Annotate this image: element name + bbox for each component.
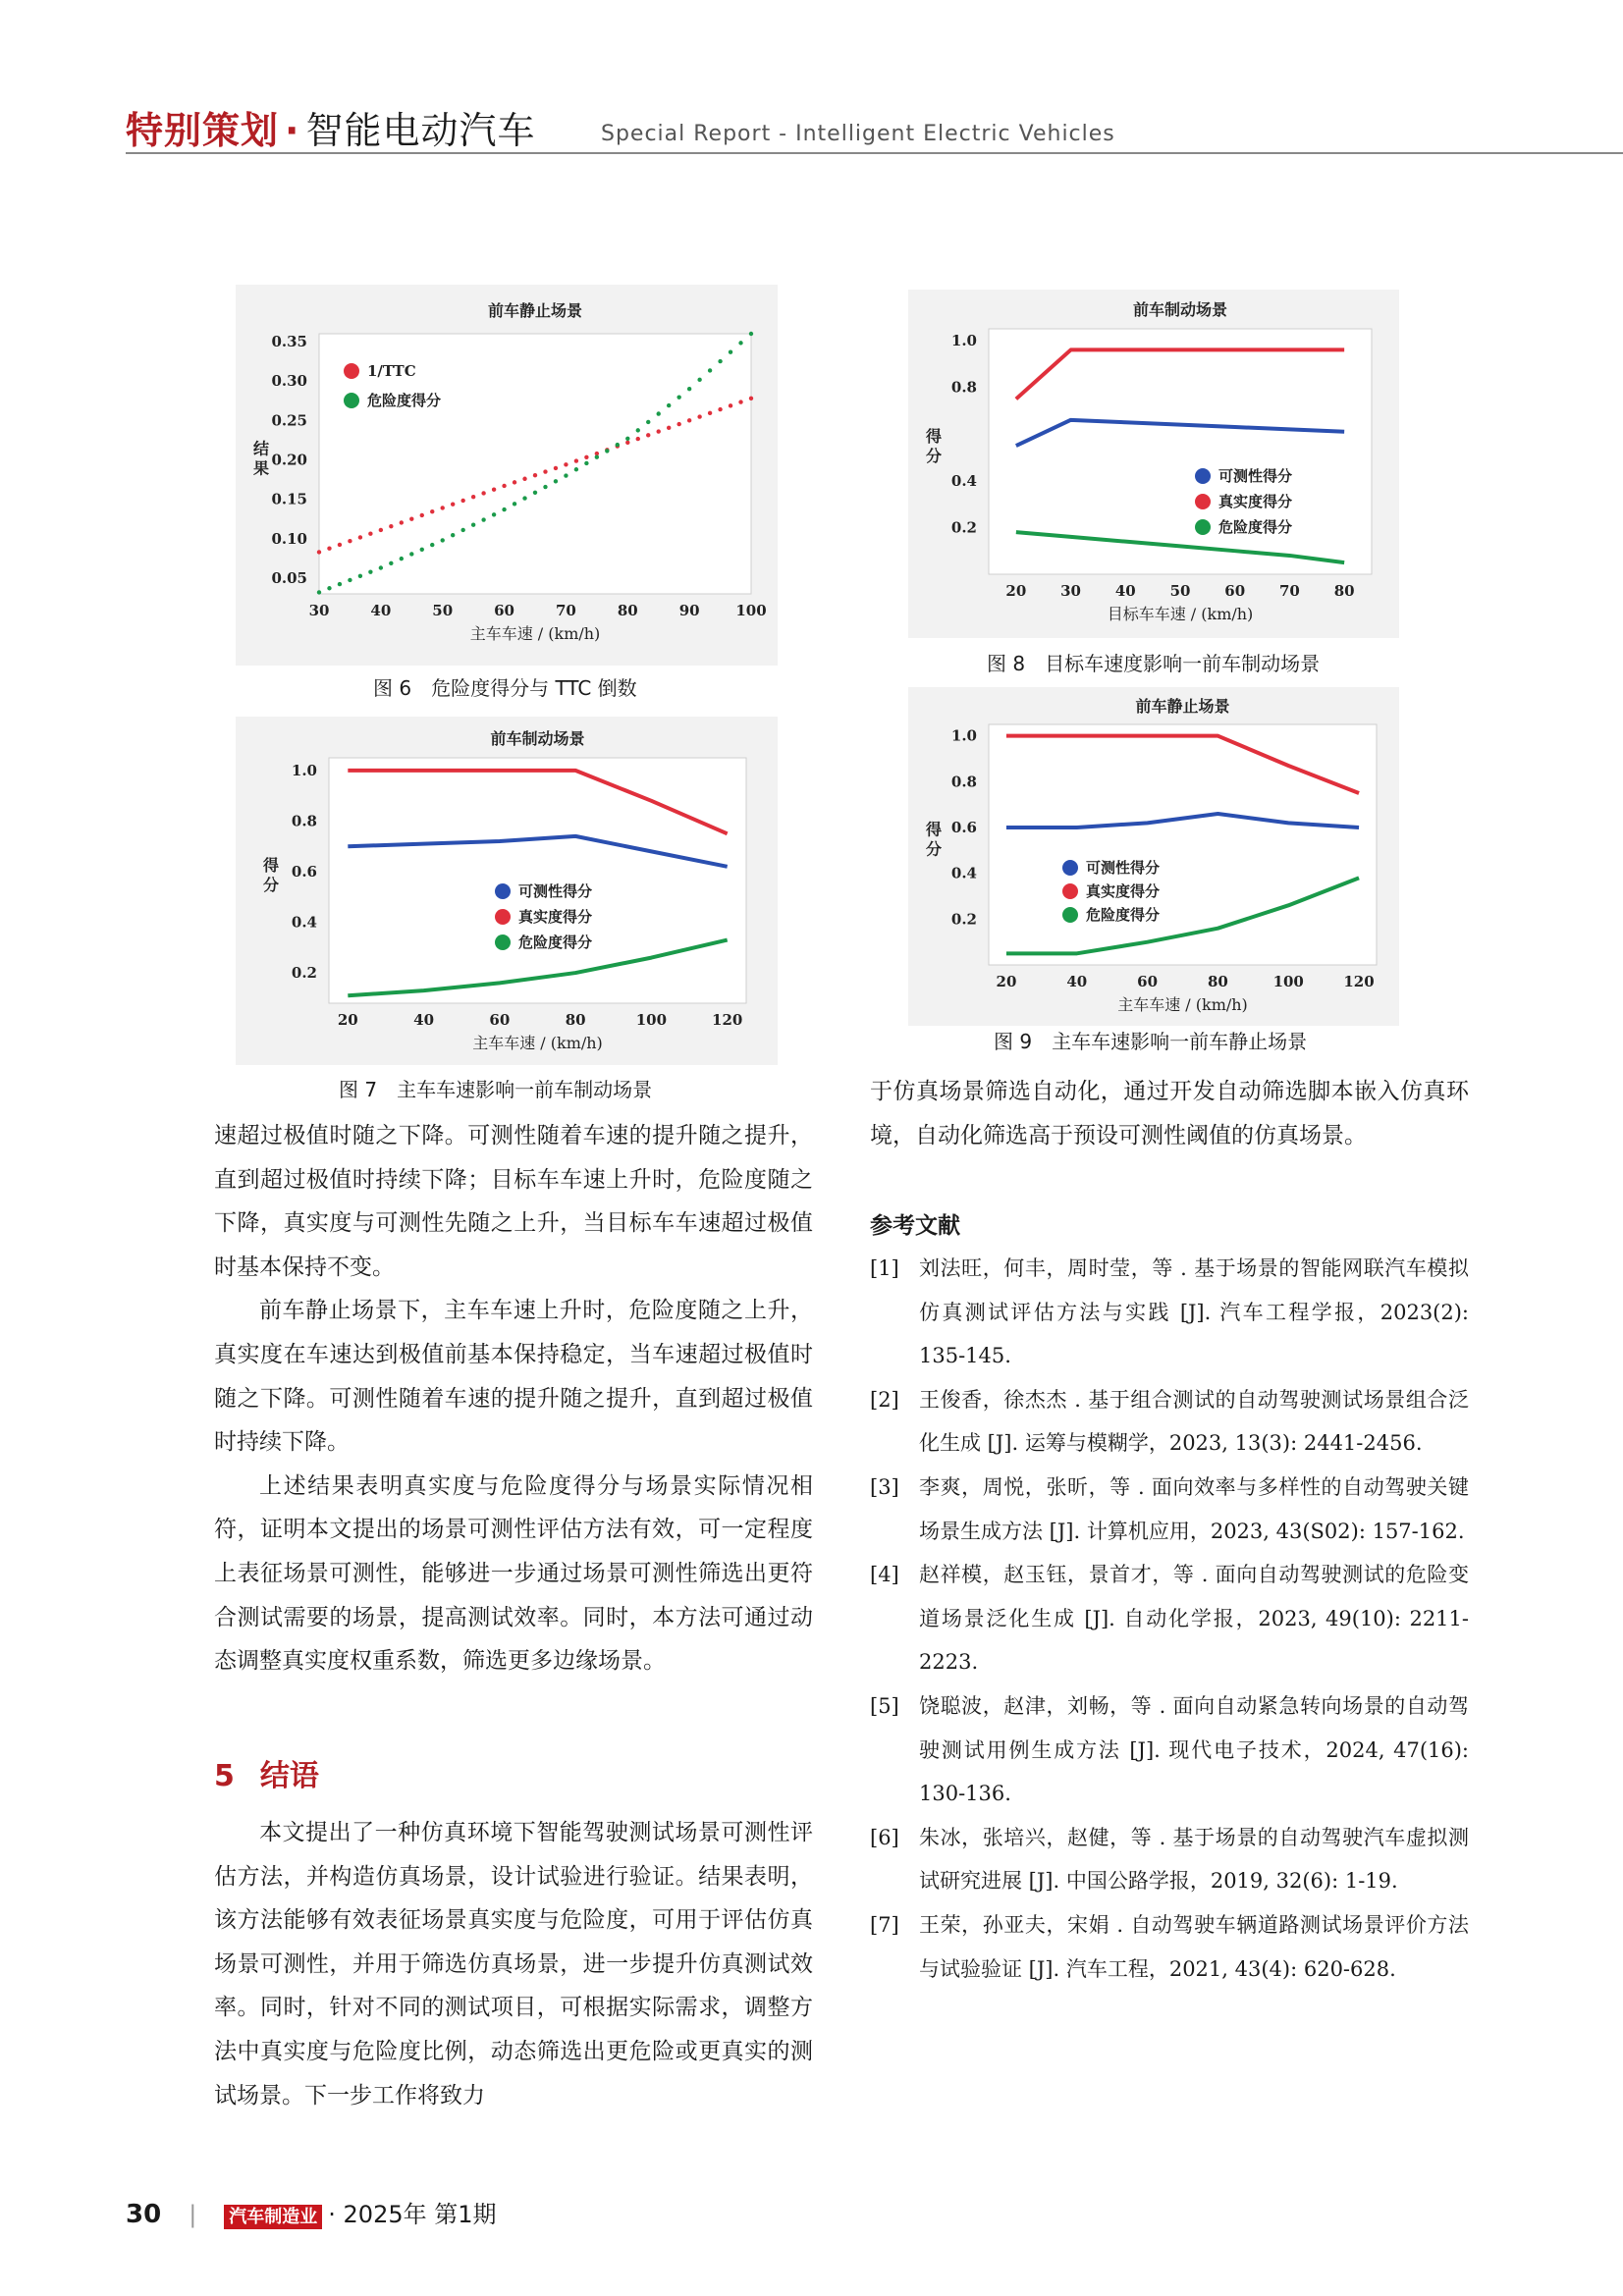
header-english-title: Special Report - Intelligent Electric Vehicles — [601, 122, 1115, 146]
header-title: 特别策划 · 智能电动汽车 — [126, 109, 536, 152]
data-point — [718, 407, 722, 411]
x-tick-label: 20 — [996, 973, 1017, 990]
data-point — [574, 467, 578, 471]
data-point — [584, 461, 588, 465]
data-point — [338, 543, 342, 547]
legend-marker — [495, 934, 511, 950]
x-axis-label: 主车车速 / (km/h) — [1117, 995, 1248, 1014]
reference-item — [870, 1378, 1469, 1466]
data-point — [389, 524, 393, 528]
legend-label: 可测性得分 — [1218, 467, 1293, 485]
left-column-text — [214, 1114, 813, 1683]
data-point — [502, 484, 506, 488]
header-divider — [126, 152, 1623, 154]
x-tick-label: 60 — [494, 602, 515, 619]
data-point — [657, 429, 661, 433]
reference-item — [870, 1247, 1469, 1378]
legend-marker — [1062, 883, 1078, 899]
figure-9-chart — [908, 687, 1399, 1026]
page-number: 30 — [126, 2200, 162, 2229]
legend-marker — [1195, 519, 1211, 535]
data-point — [749, 397, 753, 400]
data-point — [676, 422, 680, 426]
legend-label: 真实度得分 — [1218, 493, 1293, 510]
header-title-main: 特别策划 — [126, 109, 280, 152]
legend-label: 危险度得分 — [1218, 518, 1293, 536]
data-point — [409, 517, 413, 521]
x-tick-label: 50 — [432, 602, 454, 619]
data-point — [513, 480, 516, 484]
x-tick-label: 70 — [1278, 582, 1300, 600]
data-point — [327, 586, 331, 590]
x-tick-label: 80 — [1207, 973, 1228, 990]
legend-label: 1/TTC — [367, 362, 416, 380]
data-point — [492, 488, 496, 492]
legend-marker — [495, 883, 511, 899]
data-point — [379, 528, 383, 532]
paragraph: 前车静止场景下，主车车速上升时，危险度随之上升，真实度在车速达到极值前基本保持稳定，当车速超过极值时随之下降。可测性随着车速的提升随之提升，直到超过极值时持续下降。 — [214, 1298, 813, 1456]
plot-area — [329, 758, 746, 1003]
data-point — [646, 433, 650, 437]
data-point — [358, 574, 362, 578]
x-tick-label: 40 — [370, 602, 392, 619]
legend-label: 可测性得分 — [518, 882, 593, 900]
reference-item — [870, 1903, 1469, 1991]
reference-item — [870, 1553, 1469, 1684]
x-axis-label: 主车车速 / (km/h) — [469, 624, 601, 643]
issue-info: · 2025年 第1期 — [328, 2201, 497, 2228]
data-point — [338, 582, 342, 586]
data-point — [522, 496, 526, 500]
y-tick-label: 0.4 — [950, 864, 977, 882]
references-title: 参考文献 — [870, 1213, 960, 1239]
data-point — [420, 513, 424, 517]
x-tick-label: 40 — [413, 1011, 435, 1029]
legend-marker — [495, 909, 511, 925]
reference-item — [870, 1466, 1469, 1553]
data-point — [368, 532, 372, 536]
legend-marker — [344, 393, 359, 408]
data-point — [697, 378, 701, 382]
legend — [495, 882, 592, 951]
data-point — [718, 359, 722, 363]
figure-7-caption: 图 7 主车车速影响一前车制动场景 — [339, 1078, 653, 1101]
reference-number: [3] — [870, 1474, 899, 1499]
right-column-text — [870, 1070, 1469, 1157]
x-tick-label: 30 — [1060, 582, 1082, 600]
legend — [1062, 859, 1160, 924]
section-number: 5 — [214, 1759, 235, 1793]
x-tick-label: 30 — [308, 602, 330, 619]
data-point — [502, 507, 506, 511]
data-point — [481, 517, 485, 521]
y-tick-label: 0.6 — [950, 819, 977, 836]
y-tick-label: 1.0 — [291, 761, 317, 779]
reference-number: [5] — [870, 1693, 899, 1718]
data-point — [605, 449, 609, 453]
data-point — [625, 441, 629, 445]
reference-text: 李爽，周悦，张昕，等 . 面向效率与多样性的自动驾驶关键场景生成方法 [J]. 计算机应用，2023, 43(S02): 157-162. — [919, 1474, 1469, 1543]
data-point — [646, 420, 650, 424]
reference-text: 饶聪波，赵津，刘畅，等 . 面向自动紧急转向场景的自动驾驶测试用例生成方法 [J]. 现代电子技术，2024, 47(16): 130-136. — [919, 1693, 1469, 1806]
y-tick-label: 1.0 — [950, 331, 977, 349]
data-point — [584, 455, 588, 459]
data-point — [430, 509, 434, 513]
reference-item — [870, 1816, 1469, 1903]
y-tick-label: 0.8 — [291, 812, 317, 830]
figure-9-caption: 图 9 主车车速影响一前车静止场景 — [994, 1030, 1308, 1053]
data-point — [317, 550, 321, 554]
conclusion-text — [214, 1811, 813, 2117]
y-tick-label: 0.2 — [950, 910, 977, 929]
data-point — [533, 491, 537, 495]
data-point — [460, 499, 464, 503]
legend-label: 真实度得分 — [518, 908, 593, 926]
magazine-logo: 汽车制造业 — [224, 2205, 322, 2229]
data-point — [379, 565, 383, 569]
paragraph: 上述结果表明真实度与危险度得分与场景实际情况相符，证明本文提出的场景可测性评估方法有效，可一定程度上表征场景可测性，能够进一步通过场景可测性筛选出更符合测试需要的场景，提高测试效率。同时，本方法可通过动态调整真实度权重系数，筛选更多边缘场景。 — [214, 1472, 813, 1675]
data-point — [625, 437, 629, 441]
y-tick-label: 0.10 — [271, 529, 307, 548]
data-point — [513, 502, 516, 506]
footer: 30 | 汽车制造业 · 2025年 第1期 — [126, 2200, 497, 2229]
paragraph: 本文提出了一种仿真环境下智能驾驶测试场景可测性评估方法，并构造仿真场景，设计试验进行验证。结果表明，该方法能够有效表征场景真实度与危险度，可用于评估仿真场景可测性，并用于筛选仿真场景，进一步提升仿真测试效率。同时，针对不同的测试项目，可根据实际需求，调整方法中真实度与危险度比例，动态筛选出更危险或更真实的测试场景。下一步工作将致力 — [214, 1820, 813, 2109]
x-tick-label: 80 — [617, 602, 638, 619]
data-point — [441, 538, 445, 542]
references-list — [870, 1247, 1469, 1991]
x-tick-label: 80 — [565, 1011, 586, 1029]
reference-item — [870, 1684, 1469, 1816]
paragraph: 于仿真场景筛选自动化，通过开发自动筛选脚本嵌入仿真环境，自动化筛选高于预设可测性阈值的仿真场景。 — [870, 1079, 1469, 1148]
y-tick-label: 0.8 — [950, 378, 977, 397]
data-point — [492, 512, 496, 516]
data-point — [729, 350, 732, 354]
chart-title: 前车静止场景 — [487, 301, 583, 320]
figure-8-caption: 图 8 目标车速度影响一前车制动场景 — [987, 652, 1321, 675]
reference-text: 朱冰，张培兴，赵健，等 . 基于场景的自动驾驶汽车虚拟测试研究进展 [J]. 中国公路学报，2019, 32(6): 1-19. — [919, 1825, 1469, 1894]
y-tick-label: 0.30 — [271, 372, 307, 391]
legend-marker — [344, 363, 359, 379]
chart-title: 前车制动场景 — [1132, 300, 1228, 319]
data-point — [554, 466, 558, 470]
plot-area — [989, 329, 1372, 574]
data-point — [327, 546, 331, 550]
y-axis-label: 结果 — [252, 439, 270, 478]
data-point — [687, 418, 691, 422]
data-point — [389, 561, 393, 565]
legend-marker — [1062, 860, 1078, 876]
data-point — [564, 473, 568, 477]
x-tick-label: 90 — [678, 602, 700, 619]
reference-text: 王荣，孙亚夫，宋娟 . 自动驾驶车辆道路测试场景评价方法与试验验证 [J]. 汽车工程，2021, 43(4): 620-628. — [919, 1912, 1469, 1981]
x-tick-label: 100 — [1272, 973, 1304, 990]
plot-area — [989, 724, 1377, 965]
data-point — [543, 485, 547, 489]
y-tick-label: 0.15 — [271, 490, 307, 508]
data-point — [729, 403, 732, 407]
x-tick-label: 120 — [712, 1011, 743, 1029]
x-tick-label: 60 — [1137, 973, 1159, 990]
reference-number: [1] — [870, 1256, 899, 1280]
reference-number: [6] — [870, 1825, 899, 1849]
figure-6-caption: 图 6 危险度得分与 TTC 倒数 — [373, 676, 637, 700]
data-point — [348, 539, 352, 543]
x-axis-label: 目标车车速 / (km/h) — [1107, 605, 1254, 623]
x-tick-label: 40 — [1066, 973, 1088, 990]
data-point — [616, 443, 620, 447]
data-point — [522, 477, 526, 481]
x-tick-label: 20 — [337, 1011, 358, 1029]
legend — [1195, 467, 1292, 536]
data-point — [400, 520, 404, 524]
figure-7-chart — [236, 717, 778, 1065]
data-point — [441, 506, 445, 509]
data-point — [738, 341, 742, 345]
data-point — [708, 411, 712, 415]
data-point — [481, 491, 485, 495]
chart-title: 前车制动场景 — [490, 729, 585, 748]
legend-label: 真实度得分 — [1086, 882, 1161, 900]
y-axis-label: 得分 — [925, 427, 943, 465]
header-title-sub: 智能电动汽车 — [305, 109, 536, 152]
x-tick-label: 100 — [635, 1011, 668, 1029]
data-point — [636, 428, 640, 432]
data-point — [348, 578, 352, 582]
figure-8-chart — [908, 290, 1399, 638]
x-tick-label: 20 — [1005, 582, 1027, 600]
data-point — [451, 503, 455, 507]
data-point — [543, 469, 547, 473]
y-tick-label: 0.20 — [271, 451, 307, 469]
x-tick-label: 40 — [1114, 582, 1136, 600]
y-tick-label: 0.05 — [271, 568, 307, 587]
figure-6 — [236, 285, 778, 666]
data-point — [471, 495, 475, 499]
y-tick-label: 0.2 — [291, 964, 317, 983]
legend-marker — [1062, 907, 1078, 923]
data-point — [400, 557, 404, 561]
x-tick-label: 50 — [1169, 582, 1191, 600]
data-point — [708, 368, 712, 372]
data-point — [554, 479, 558, 483]
x-tick-label: 80 — [1333, 582, 1355, 600]
y-tick-label: 0.35 — [271, 333, 307, 351]
data-point — [420, 548, 424, 552]
data-point — [368, 569, 372, 573]
data-point — [564, 462, 568, 466]
data-point — [657, 411, 661, 415]
data-point — [749, 332, 753, 336]
data-point — [358, 535, 362, 539]
legend-marker — [1195, 494, 1211, 509]
data-point — [451, 533, 455, 537]
data-point — [595, 454, 599, 458]
y-tick-label: 0.6 — [291, 862, 317, 881]
legend-marker — [1195, 468, 1211, 484]
x-tick-label: 120 — [1343, 973, 1375, 990]
paragraph: 速超过极值时随之下降。可测性随着车速的提升随之提升，直到超过极值时持续下降；目标车车速上升时，危险度随之下降，真实度与可测性先随之上升，当目标车车速超过极值时基本保持不变。 — [214, 1123, 813, 1280]
y-axis-label: 得分 — [925, 820, 943, 859]
data-point — [697, 414, 701, 418]
y-axis-label: 得分 — [262, 856, 280, 894]
data-point — [667, 403, 671, 407]
y-tick-label: 0.2 — [950, 518, 977, 537]
section-heading — [214, 1751, 319, 1794]
y-tick-label: 0.4 — [950, 471, 977, 490]
figure-9 — [908, 687, 1399, 1026]
legend-label: 危险度得分 — [518, 934, 593, 951]
figure-7 — [236, 717, 778, 1065]
data-point — [687, 387, 691, 391]
legend-label: 可测性得分 — [1086, 859, 1161, 877]
x-tick-label: 100 — [735, 602, 767, 619]
data-point — [574, 458, 578, 462]
data-point — [317, 590, 321, 594]
data-point — [667, 426, 671, 430]
reference-number: [4] — [870, 1563, 899, 1587]
y-tick-label: 1.0 — [950, 726, 977, 745]
legend-label: 危险度得分 — [1086, 906, 1161, 924]
data-point — [409, 552, 413, 556]
reference-text: 王俊香，徐杰杰 . 基于组合测试的自动驾驶测试场景组合泛化生成 [J]. 运筹与模糊学，2023, 13(3): 2441-2456. — [919, 1387, 1469, 1456]
data-point — [636, 437, 640, 441]
data-point — [676, 395, 680, 399]
reference-number: [2] — [870, 1387, 899, 1412]
y-tick-label: 0.8 — [950, 773, 977, 791]
legend-label: 危险度得分 — [367, 392, 442, 409]
reference-number: [7] — [870, 1912, 899, 1937]
y-tick-label: 0.25 — [271, 411, 307, 430]
data-point — [460, 528, 464, 532]
y-tick-label: 0.4 — [291, 913, 317, 932]
section-title: 结语 — [259, 1759, 319, 1793]
data-point — [738, 400, 742, 403]
reference-text: 赵祥模，赵玉钰，景首才，等 . 面向自动驾驶测试的危险变道场景泛化生成 [J]. 自动化学报，2023, 49(10): 2211-2223. — [919, 1563, 1469, 1675]
x-tick-label: 60 — [1224, 582, 1246, 600]
x-tick-label: 70 — [555, 602, 576, 619]
figure-8 — [908, 290, 1399, 638]
x-axis-label: 主车车速 / (km/h) — [472, 1034, 603, 1052]
data-point — [533, 473, 537, 477]
figure-6-chart — [236, 285, 778, 666]
data-point — [471, 523, 475, 527]
reference-text: 刘法旺，何丰，周时莹，等 . 基于场景的智能网联汽车模拟仿真测试评估方法与实践 [J]. 汽车工程学报，2023(2): 135-145. — [919, 1256, 1469, 1368]
data-point — [430, 543, 434, 547]
chart-title: 前车静止场景 — [1135, 697, 1230, 716]
x-tick-label: 60 — [489, 1011, 511, 1029]
